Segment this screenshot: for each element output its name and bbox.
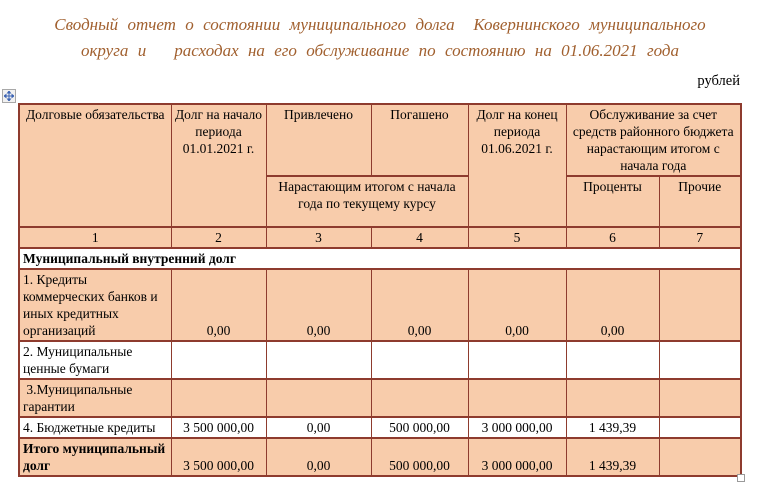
cell-value[interactable]: 3 500 000,00: [171, 438, 266, 476]
cell-value[interactable]: [659, 438, 741, 476]
debt-report-table: [18, 103, 742, 477]
section-label[interactable]: Муниципальный внутренний долг: [19, 248, 741, 269]
header-interest[interactable]: Проценты: [566, 176, 659, 227]
cell-value[interactable]: [566, 341, 659, 379]
cell-value[interactable]: 0,00: [266, 417, 371, 438]
report-title-line2: округа и расходах на его обслуживание по состоянию на 01.06.2021 года: [80, 41, 680, 60]
table-row-total-debt: [19, 438, 741, 476]
cell-value[interactable]: 0,00: [371, 269, 468, 341]
report-title-line1: Сводный отчет о состоянии муниципального долга Ковернинского муниципального: [54, 15, 706, 34]
report-title: [0, 12, 760, 64]
header-servicing[interactable]: Обслуживание за счет средств районного бюджета нарастающим итогом с начала года: [566, 104, 741, 176]
cell-value[interactable]: 1 439,39: [566, 417, 659, 438]
table-resize-handle[interactable]: [737, 474, 745, 482]
table-row-securities: [19, 341, 741, 379]
cell-value[interactable]: [468, 341, 566, 379]
column-number-cell[interactable]: 5: [468, 227, 566, 248]
debt-table-container: [18, 103, 740, 477]
cell-value[interactable]: 500 000,00: [371, 417, 468, 438]
column-number-cell[interactable]: 7: [659, 227, 741, 248]
currency-label: рублей: [697, 73, 740, 89]
column-number-cell[interactable]: 3: [266, 227, 371, 248]
cell-value[interactable]: [266, 379, 371, 417]
row-label[interactable]: 2. Муниципальные ценные бумаги: [19, 341, 171, 379]
cell-value[interactable]: [468, 379, 566, 417]
cell-value[interactable]: 1 439,39: [566, 438, 659, 476]
cell-value[interactable]: [266, 341, 371, 379]
header-repaid[interactable]: Погашено: [371, 104, 468, 176]
cell-value[interactable]: 3 000 000,00: [468, 417, 566, 438]
header-other[interactable]: Прочие: [659, 176, 741, 227]
table-row-guarantees: [19, 379, 741, 417]
header-row-main: [19, 104, 741, 176]
header-debt-start[interactable]: Долг на начало периода 01.01.2021 г.: [171, 104, 266, 227]
cell-value[interactable]: 500 000,00: [371, 438, 468, 476]
table-move-handle[interactable]: [2, 89, 16, 103]
cell-value[interactable]: [659, 269, 741, 341]
row-label[interactable]: 4. Бюджетные кредиты: [19, 417, 171, 438]
cell-value[interactable]: [171, 379, 266, 417]
header-cumulative-total[interactable]: Нарастающим итогом с начала года по текущему курсу: [266, 176, 468, 227]
cell-value[interactable]: [371, 341, 468, 379]
cell-value[interactable]: [371, 379, 468, 417]
row-label-total[interactable]: Итого муниципальный долг: [19, 438, 171, 476]
cell-value[interactable]: [171, 341, 266, 379]
header-debt-obligations[interactable]: Долговые обязательства: [19, 104, 171, 227]
cell-value[interactable]: 0,00: [266, 438, 371, 476]
column-number-cell[interactable]: 2: [171, 227, 266, 248]
row-label[interactable]: 3.Муниципальные гарантии: [19, 379, 171, 417]
table-row-commercial-credits: [19, 269, 741, 341]
cell-value[interactable]: 0,00: [266, 269, 371, 341]
table-row-budget-credits: [19, 417, 741, 438]
header-debt-end[interactable]: Долг на конец периода 01.06.2021 г.: [468, 104, 566, 227]
header-attracted[interactable]: Привлечено: [266, 104, 371, 176]
cell-value[interactable]: 3 500 000,00: [171, 417, 266, 438]
column-number-cell[interactable]: 4: [371, 227, 468, 248]
column-number-cell[interactable]: 1: [19, 227, 171, 248]
cell-value[interactable]: [659, 417, 741, 438]
column-number-row: [19, 227, 741, 248]
cell-value[interactable]: 0,00: [171, 269, 266, 341]
cell-value[interactable]: [659, 341, 741, 379]
row-label[interactable]: 1. Кредиты коммерческих банков и иных кредитных организаций: [19, 269, 171, 341]
cell-value[interactable]: 3 000 000,00: [468, 438, 566, 476]
cell-value[interactable]: [566, 379, 659, 417]
cell-value[interactable]: 0,00: [566, 269, 659, 341]
cell-value[interactable]: 0,00: [468, 269, 566, 341]
cell-value[interactable]: [659, 379, 741, 417]
column-number-cell[interactable]: 6: [566, 227, 659, 248]
section-row-internal-debt: [19, 248, 741, 269]
four-way-move-arrow-icon: [4, 91, 14, 101]
